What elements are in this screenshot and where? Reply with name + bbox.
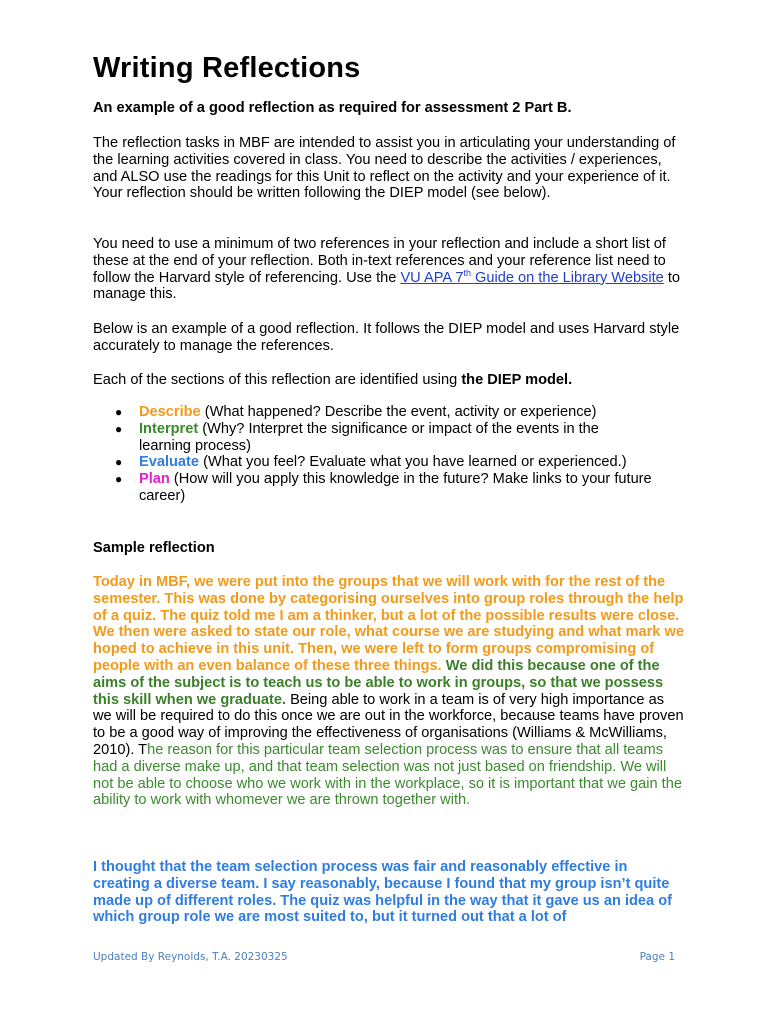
references-paragraph <box>93 236 683 303</box>
reflection-interpret-plain-text: he reason for this particular team selection process was to ensure that all teams had a diverse make up, and that team selection was not just based on friendship. We will not be able to choose who we work with in the workplace, so it is important that we gain the ability to work with whomever we are thrown together with. <box>93 741 682 809</box>
diep-intro-bold: the DIEP model. <box>461 372 573 388</box>
link-text-a: VU APA 7 <box>400 269 464 286</box>
diep-item-interpret <box>93 421 653 455</box>
bullet-icon: ● <box>115 455 123 470</box>
diep-desc: (Why? Interpret the significance or impact of the events in the learning process) <box>139 420 599 454</box>
diep-desc: (What happened? Describe the event, activity or experience) <box>200 404 597 420</box>
bullet-icon: ● <box>115 405 123 419</box>
page-subtitle: An example of a good reflection as required for assessment 2 Part B. <box>93 100 572 116</box>
reflection-plain-text: Being able to work in a team is of very high importance as we will be required to do this once we are out in the workforce, because teams have proven to be a good way of improving the effectiveness of organisations (Williams & McWilliams, 2010). T <box>93 691 684 758</box>
intro-paragraph: The reflection tasks in MBF are intended to assist you in articulating your understanding of the learning activities covered in class. You need to describe the activities / experiences, and ALSO use the readings for this Unit to reflect on the activity and your experience of it. Your reflection should be written following the DIEP model (see below). <box>93 135 676 202</box>
diep-term: Interpret <box>139 420 199 437</box>
diep-intro-paragraph <box>93 372 683 389</box>
footer-page-number: Page 1 <box>639 951 675 963</box>
reflection-paragraph-2: I thought that the team selection process was fair and reasonably effective in creating a diverse team. I say reasonably, because I found that my group isn’t quite made up of different roles. The quiz was helpful in the way that it gave us an idea of which group role we are most suited to, but it turned out that a lot of <box>93 859 672 926</box>
diep-item-plan <box>93 471 653 505</box>
apa-guide-link[interactable] <box>400 267 664 286</box>
diep-desc: (How will you apply this knowledge in the future? Make links to your future career) <box>139 471 652 504</box>
references-text: You need to use a minimum of two references in your reflection and include a short list of these at the end of your reflection. Both in-text references and your reference list need to follow the Harvard style of referencing. Use the <box>93 236 666 286</box>
footer-updated: Updated By Reynolds, T.A. 20230325 <box>93 951 288 963</box>
diep-list <box>93 404 653 505</box>
link-text-b: Guide on the Library Website <box>470 269 664 286</box>
diep-item-describe <box>93 404 653 421</box>
page-title: Writing Reflections <box>93 52 361 84</box>
diep-term: Describe <box>139 404 201 420</box>
reflection-paragraph-1 <box>93 574 685 809</box>
example-paragraph: Below is an example of a good reflection. It follows the DIEP model and uses Harvard style accurately to manage the references. <box>93 321 680 354</box>
bullet-icon: ● <box>115 472 123 487</box>
link-superscript: th <box>463 267 471 278</box>
reflection-interpret-text: We did this because one of the aims of the subject is to teach us to be able to work in groups, so that we possess this skill when we graduate. <box>93 657 664 708</box>
bullet-icon: ● <box>115 421 123 436</box>
diep-desc: (What you feel? Evaluate what you have learned or experienced.) <box>199 454 627 471</box>
diep-term: Plan <box>139 471 170 488</box>
references-text-end: to manage this. <box>93 269 681 303</box>
sample-reflection-heading: Sample reflection <box>93 540 215 556</box>
reflection-describe-text: Today in MBF, we were put into the groups that we will work with for the rest of the semester. This was done by categorising ourselves into group roles through the help of a quiz. The quiz told me I am a thinker, but a lot of the possible results were close. We then were asked to state our role, what course we are studying and what mark we hoped to achieve in this unit. Then, we were left to form groups compromising of people with an even balance of these three things. <box>93 574 684 674</box>
diep-term: Evaluate <box>139 454 200 471</box>
diep-item-evaluate <box>93 454 653 471</box>
diep-intro-text: Each of the sections of this reflection are identified using <box>93 372 462 388</box>
